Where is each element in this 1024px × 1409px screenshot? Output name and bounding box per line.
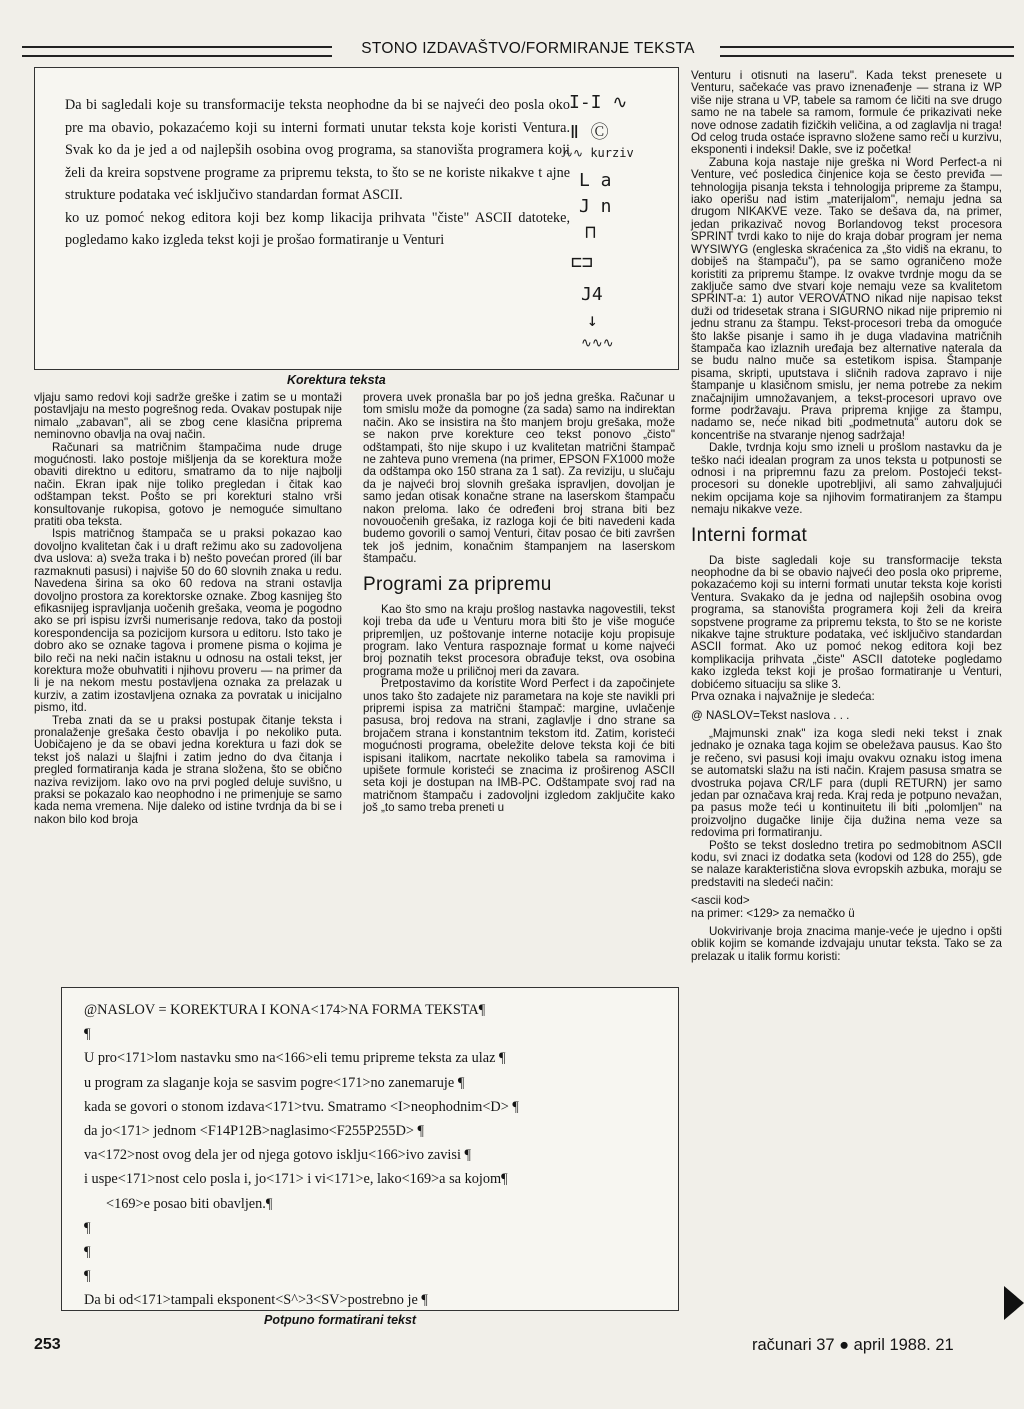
column-1 [34, 392, 342, 826]
code-line: ¶ [84, 1243, 91, 1260]
paragraph: Treba znati da se u praksi postupak čitanje teksta i pronalaženje grešaka često obavlja i po nekoliko puta. Uobičajeno je da se obavi jedna korektura u fazi dok se tekst još nalazi u šlajfni i zatim jedno do dva čitanja i pregled formatiranja kada je strana složena, što se obično naziva revizijom. Iako ovo na prvi pogled deluje suvišno, u praksi se pokazalo kao neophodno i ne primenjuje se samo kada nema vremena. Nije daleko od istine tvrdnja da bi se i nakon bilo kod broja [34, 713, 342, 826]
code-line: da jo<171> jednom <F14P12B>naglasimo<F255P255D> ¶ [84, 1122, 425, 1139]
section-title: STONO IZDAVAŠTVO/FORMIRANJE TEKSTA [361, 40, 695, 57]
section-heading: Programi za pripremu [363, 573, 552, 595]
paragraph: Pretpostavimo da koristite Word Perfect i da započinjete unos tako što zadajete niz parametara na koje ste navikli pri pripremi ispisa za matrični štampač: margine, uvlačenje pasusa, broj redova na strani, zaglavlje i dno strane sa brojačem strana i konstantnim tekstom itd. Zatim, koristeći mogućnosti programa, obeležite delove teksta koji će biti ispisani italikom, nacrtate nekoliko tabela sa ramovima i upišete formule koristeći se znacima iz proširenog ASCII seta koji je dostupan na IMB-PC. Odštampate svoj rad na matričnom štampaču i zadovoljni izgledom zaključite kako još „to samo treba preneti u [363, 677, 675, 815]
proof-mark: L a [579, 170, 612, 191]
paragraph: vljaju samo redovi koji sadrže greške i zatim se u montaži postavljaju na mesto pogrešnog reda. Ovakav postupak nije nimalo „zabavan", ali se zbog cene klasična priprema neminovno obavlja na ovaj način. [34, 391, 342, 442]
section-heading: Interni format [691, 524, 808, 546]
paragraph: provera uvek pronašla bar po još jedna greška. Računar u tom smislu može da pomogne (za sada) samo na indirektan način. Ako se insistira na što manjem broju grešaka, može se nakon prve korekture ceo tekst ponovo „čisto" odštampati, što nije skupo i uz kvalitetan matrični štampač ne zahteva puno vremena (na primer, EPSON FX1000 može da odštampa oko 150 strana za 1 sat). Za reviziju, u slučaju da je najveći broj slovnih grešaka ispravljen, dovoljan je samo jedan otisak konačne strane na laserskom štampaču nakon preloma. Iako će određeni broj strana biti bez novouočenih grešaka, iz razloga koji će biti navedeni kada budemo govorili o samoj Venturi, čitav posao će biti završen tek još jednim, konačnim štampanjem na laserskom štampaču. [363, 391, 675, 566]
proof-mark: ∿∿ kurziv [563, 146, 634, 160]
code-line: va<172>nost ovog dela jer od njega gotovo isklju<166>ivo zavisi ¶ [84, 1147, 471, 1164]
figure-caption-proofreading: Korektura teksta [287, 373, 386, 387]
proof-mark: I-I ∿ [569, 92, 628, 113]
code-line: kada se govori o stonom izdava<171>tvu. Smatramo <I>neophodnim<D> ¶ [84, 1098, 519, 1115]
code-example: na primer: <129> za nemačko ü [691, 906, 855, 920]
code-line: <169>e posao biti obavljen.¶ [106, 1195, 273, 1212]
code-line: u program za slaganje koja se sasvim pogre<171>no zanemaruje ¶ [84, 1074, 465, 1091]
paragraph: Da biste sagledali koje su transformacije teksta neophodne da bi se obavio najveći deo posla oko pripreme, pokazaćemo koji su interni formati unutar teksta koje koristi Ventura. Svakako da je jedna od najlepših osobina ovog programa, sa stanovišta programera koji želi da kreira sopstvene programe za pripremu teksta, to što se ne koriste nikakve tajne strukture podataka, već isključivo standardan ASCII format. Ako uz pomoć nekog editora koji bez komplikacija prihvata „čiste" ASCII datoteke pogledamo kako izgleda tekst koji je prošao formatiranje u Venturi, dobićemo situaciju sa slike 3. [691, 553, 1002, 691]
code-line: Da bi od<171>tampali eksponent<S^>3<SV>postrebno je ¶ [84, 1292, 428, 1309]
continue-arrow-icon [1004, 1286, 1024, 1320]
figure-proofreading [34, 67, 679, 370]
paragraph: Računari sa matričnim štampačima nude druge mogućnosti. Iako postoje mišljenja da se korektura može obaviti direktno u editoru, smatramo da to nije najbolji način. Ekran ipak nije toliko pregledan i čitak kao odštampan tekst. Pošto se pri korekturi stalno vrši konsultovanje rukopisa, gotovo je nemoguće simultano pratiti oba teksta. [34, 440, 342, 529]
proof-mark: J4 [581, 284, 603, 305]
proof-margin-marks [561, 88, 666, 368]
paragraph: Ispis matričnog štampača se u praksi pokazao kao dovoljno kvalitetan čak i u draft režimu ako su zadovoljena dva uslova: a) sveža traka i b) nešto povećan prored (ili bar razmaknuti pasusi) i najviše 50 do 60 slovnih znaka u redu. Navedena širina sa oko 60 redova na strani ostavlja dovoljno prostora za korektorske oznake. Zbog kasnijeg što efikasnijeg ispravljanja uočenih grešaka, veoma je pogodno ako se pri ispisu izvrši numerisanje redova, tako da postoji korespondencija sa pozicijom kursora u editoru. Isto tako je dobro ako se oznake tagova i promene pisma o kojima je bilo reči na neki način istaknu u odnosu na ostali tekst, jer korektura može obuhvatiti i njihovu proveru — na primer da li je na nekom mestu postavljena oznaka za prelazak u kurziv, a zatim izostavljena oznaka za povratak u inicijalno pismo, itd. [34, 527, 342, 715]
proof-mark: J n [579, 196, 612, 217]
figure-formatted-text [61, 987, 679, 1311]
proofread-paragraph-2: ko uz pomoć nekog editora koji bez komp likacija prihvata "čiste" ASCII datoteke, pogledamo kako izgleda tekst koji je prošao formatiranje u Venturi [65, 209, 570, 248]
issue-footer: računari 37 ● april 1988. 21 [752, 1336, 954, 1354]
proof-mark: ǁ Ⓒ [569, 122, 609, 143]
paragraph: Venturu i otisnuti na laseru". Kada tekst prenesete u Venturu, sačekaće vas pravo iznenađenje — strana iz WP više nije strana u VP, tabele sa ramom će ličiti na sve drugo samo ne na tabele sa ramom, formule će prikazivati neke nove odnose zadatih fizičkih veličina, a od zaglavlja ni traga! Od celog truda ostaće ispravno složene samo reči u kurzivu, eksponenti i indeksi! Dakle, sve iz početka! [691, 69, 1002, 157]
paragraph: Uokvirivanje broja znacima manje-veće je ujedno i opšti oblik kojim se komande izdvajaju unutar teksta. Tako se za prelazak u italik formu koristi: [691, 925, 1002, 963]
proof-mark: ↓ [587, 310, 598, 331]
header-rule-right [720, 46, 1014, 57]
code-example: <ascii kod> [691, 894, 750, 908]
proofread-paragraph-1: Da bi sagledali koje su transformacije teksta neophodne da bi se najveći deo posla oko pre ma obavio, pokazaćemo koji su interni formati unutar teksta koje koristi Ventura. Svak ko da je jed a od najlepših osobina ovog programa, sa stanovišta programera koji želi da kreira sopstvene programe za pripremu teksta, to što se ne koriste nikakve t ajne strukture podataka već isključivo standardan format ASCII. [65, 97, 570, 203]
figure-caption-formatted: Potpuno formatirani tekst [264, 1313, 417, 1327]
header-rule-left [22, 46, 332, 57]
code-line: ¶ [84, 1026, 91, 1043]
column-2 [363, 392, 675, 815]
code-line: i uspe<171>nost celo posla i, jo<171> i vi<171>e, lako<169>a sa kojom¶ [84, 1171, 508, 1188]
code-example: @ NASLOV=Tekst naslova . . . [691, 708, 850, 722]
proof-mark: ∿∿∿ [581, 336, 614, 351]
paragraph: Zabuna koja nastaje nije greška ni Word Perfect-a ni Venture, već posledica činjenice koja se često previđa — tehnologija pisanja teksta i tehnologija pripreme za štampu, iako operišu nad istim „materijalom", nemaju jedna sa drugom NIKAKVE veze. Tako se dešava da, na primer, jedan prikazivač novog Borlandovog tekst procesora SPRINT tvrdi kako to nije do kraja dobar program jer nema WYSIWYG (engleska skraćenica za „što vidiš na ekranu, to dobiješ na štampaču"), pa se samo ograničeno može koristiti za pripremu štampe. Iz ovakve tvrdnje mogu da se zaključe samo dve stvari koje nemaju veze sa kvalitetom SPRINT-a: 1) autor VEROVATNO nikad nije napisao tekst duži od tridesetak strana i SIGURNO nikad nije pripremio ni jednu stranu za štampu. Tekst-procesori treba da omoguće što lakše pisanje i samo ih je duga vladavina matričnih štampača kao izlaznih uređaja bez alternative naterala da se budu nalno muče sa estetikom ispisa. Štampanje pisama, skripti, uputstava i sličnih radova zapravo i nije štampanje u klasičnom smislu, jer nema potrebe za nekim značajnijim umnožavanjem, a tekst-procesori upravo ove forme podržavaju. Prava priprema knjige za štampu, nadamo se, neće nikad biti „podmetnuta" autoru dok se koncentriše na stvaranje njenog sadržaja! [691, 155, 1002, 442]
paragraph: Prva oznaka i najvažnije je sledeća: [691, 690, 875, 704]
code-line: @NASLOV = KOREKTURA I KONA<174>NA FORMA TEKSTA¶ [84, 1002, 486, 1018]
paragraph: Pošto se tekst dosledno tretira po sedmobitnom ASCII kodu, svi znaci iz dodatka seta (kodovi od 128 do 255), gde se nalaze karakteristična slova evropskih azbuka, moraju se predstaviti na sledeći način: [691, 838, 1002, 889]
code-line: ¶ [84, 1219, 91, 1236]
proofread-text [65, 94, 570, 252]
formatted-text-lines [84, 998, 664, 1312]
page-number: 253 [34, 1336, 61, 1353]
proof-mark: ⊓ [585, 222, 596, 243]
page-header [22, 40, 1014, 62]
column-3 [691, 70, 1002, 963]
code-line: U pro<171>lom nastavku smo na<166>eli temu pripreme teksta za ulaz ¶ [84, 1050, 506, 1067]
proof-mark: ⊏⊐ [571, 252, 593, 273]
paragraph: „Majmunski znak" iza koga sledi neki tekst i znak jednako je oznaka taga kojim se obeležava pausus. Kao što je rečeno, svi pasusi koji imaju ovakvu oznaku istog imena se automatski slažu na isti način. Krajem pasusa smatra se dvostruka pojava CR/LF para (dupli RETURN) jer samo jedan par označava kraj reda. Kraj reda je potpuno nevažan, pa pasus može teći u kontinuitetu ili biti „polomljen" na proizvoljno dugačke linije čija dužina nema veze sa redovima pri formatiranju. [691, 726, 1002, 840]
paragraph: Kao što smo na kraju prošlog nastavka nagovestili, tekst koji treba da uđe u Venturu mora biti što je više moguće pripremljen, uz poštovanje interne notacije koju propisuje program. Iako Ventura raspoznaje format u kome najveći broj poznatih tekst procesora obrađuje tekst, ova osobina programa može u priličnoj meri da zavara. [363, 602, 675, 678]
code-line: ¶ [84, 1268, 91, 1285]
paragraph: Dakle, tvrdnja koju smo izneli u prošlom nastavku da je teško naći idealan program za unos teksta u potpunosti se odnosi i na pripremnu fazu za prelom. Postojeći tekst-procesori su donekle upotrebljivi, ali samo zahvaljujući nekim opcijama koje sa njihovim formatiranjem za štampu nemaju nikakve veze. [691, 441, 1002, 517]
